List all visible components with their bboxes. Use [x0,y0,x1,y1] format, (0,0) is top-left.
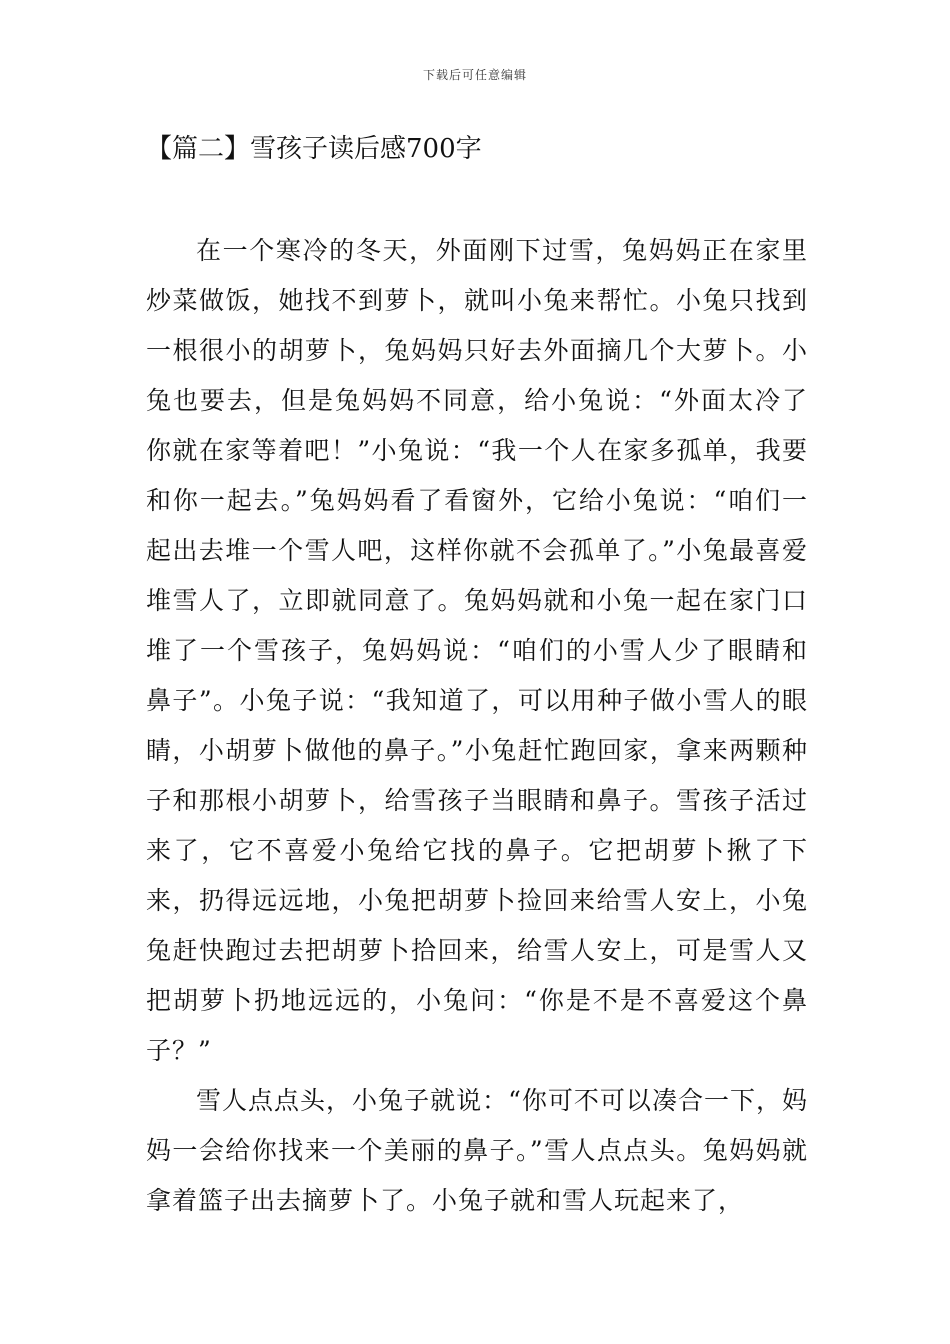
header-note: 下载后可任意编辑 [422,68,527,82]
document-title: 【篇二】雪孩子读后感700字 [146,134,482,164]
paragraph-2: 雪人点点头，小兔子就说：“你可不可以凑合一下，妈妈一会给你找来一个美丽的鼻子。”雪人点点头。兔妈妈就拿着篮子出去摘萝卜了。小兔子就和雪人玩起来了， [146,1086,808,1215]
paragraph-1: 在一个寒冷的冬天，外面刚下过雪，兔妈妈正在家里炒菜做饭，她找不到萝卜，就叫小兔来帮忙。小兔只找到一根很小的胡萝卜，兔妈妈只好去外面摘几个大萝卜。小兔也要去，但是兔妈妈不同意，给小兔说：“外面太冷了你就在家等着吧！”小兔说：“我一个人在家多孤单，我要和你一起去。”兔妈妈看了看窗外，它给小兔说：“咱们一起出去堆一个雪人吧，这样你就不会孤单了。”小兔最喜爱堆雪人了，立即就同意了。兔妈妈就和小兔一起在家门口堆了一个雪孩子，兔妈妈说：“咱们的小雪人少了眼睛和鼻子”。小兔子说：“我知道了，可以用种子做小雪人的眼睛，小胡萝卜做他的鼻子。”小兔赶忙跑回家，拿来两颗种子和那根小胡萝卜，给雪孩子当眼睛和鼻子。雪孩子活过来了，它不喜爱小兔给它找的鼻子。它把胡萝卜揪了下来，扔得远远地，小兔把胡萝卜捡回来给雪人安上，小兔兔赶快跑过去把胡萝卜拾回来，给雪人安上，可是雪人又把胡萝卜扔地远远的，小兔问：“你是不是不喜爱这个鼻子？” [146,236,808,1065]
document-body [146,226,808,1226]
